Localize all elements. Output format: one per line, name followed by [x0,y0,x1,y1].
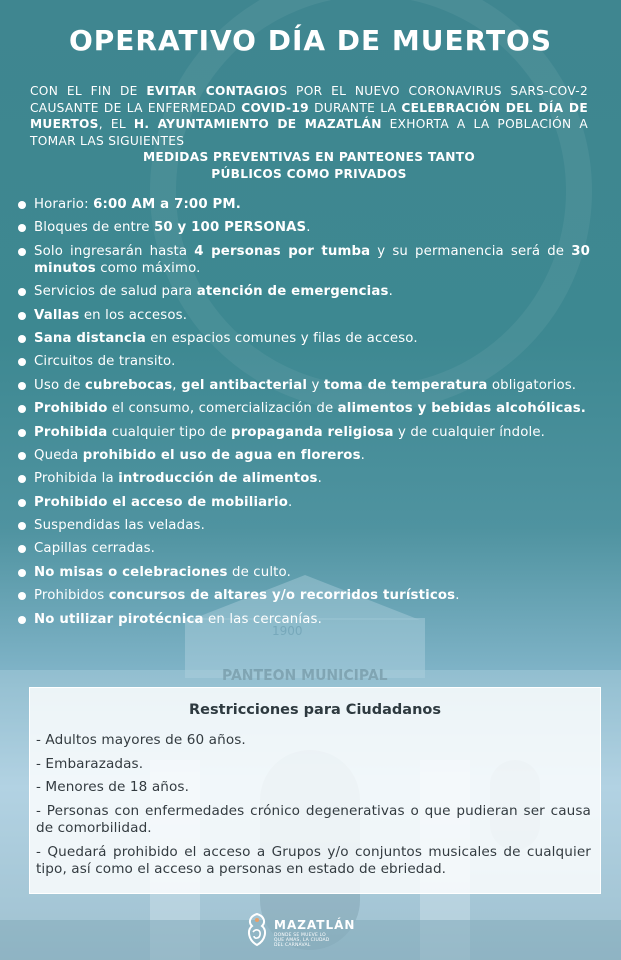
measure-item [18,330,590,347]
logo-name: MAZATLÁN [274,918,356,932]
measure-bold-text: gel antibacterial [181,377,308,393]
restrictions-list [36,732,591,885]
measure-bold-text: atención de emergencias [196,284,389,300]
measure-text: de culto. [227,564,291,580]
intro-paragraph [30,83,588,182]
measure-text: cualquier tipo de [107,424,232,440]
measure-bold-text: No utilizar pirotécnica [34,611,204,627]
bullet-icon [18,312,26,320]
measure-item [18,517,590,534]
measure-text: . [306,220,311,236]
mazatlan-logo-icon [244,912,270,948]
measure-bold-text: No misas o celebraciones [34,564,228,580]
bullet-icon [18,405,26,413]
measure-bold-text: Prohibido el acceso de mobiliario [34,494,288,510]
measure-text: en los accesos. [79,307,188,323]
measure-text: . [317,471,322,487]
measure-text: . [287,494,293,510]
intro-bold-4: H. AYUNTAMIENTO DE MAZATLÁN [133,117,382,131]
measure-item [18,540,590,557]
measure-text: , [172,377,182,393]
bullet-icon [18,335,26,343]
measure-item [18,587,590,604]
intro-text-5: EXHORTA A LA POBLACIÓN A TOMAR LAS SIGUIENTES [30,117,588,148]
restriction-item: - Menores de 18 años. [36,779,190,795]
bullet-icon [18,475,26,483]
measure-text: Bloques de entre [34,220,154,236]
page-title: OPERATIVO DÍA DE MUERTOS [68,24,553,57]
measure-text: y su permanencia será de [370,243,572,259]
bullet-icon [18,382,26,390]
measure-text: obligatorios. [487,377,577,393]
measure-text: . [455,588,460,604]
measure-text: Solo ingresarán hasta [34,243,195,259]
measure-item [18,377,590,394]
measure-text: Suspendidas las veladas. [34,518,205,534]
bullet-icon [18,288,26,296]
measure-text: . [360,447,366,463]
bullet-icon [18,201,26,209]
measure-bold-text: Prohibida [34,424,108,440]
intro-text-1: CON EL FIN DE [30,84,147,98]
measure-bold-text: 4 personas por tumba [194,243,371,259]
measure-item [18,307,590,324]
measure-text: Queda [34,447,83,463]
intro-bold-3: CELEBRACIÓN DEL DÍA DE MUERTOS [30,100,588,131]
measure-item [18,283,590,300]
measure-item [18,353,590,370]
measure-text: Circuitos de transito. [34,354,176,370]
measure-text: Servicios de salud para [34,284,197,300]
bullet-icon [18,545,26,553]
measure-text: y de cualquier índole. [393,424,546,440]
measure-text: Uso de [34,377,85,393]
measure-item [18,447,590,464]
measure-item [18,243,590,277]
bullet-icon [18,248,26,256]
bullet-icon [18,358,26,366]
measure-bold-text: introducción de alimentos [118,471,318,487]
logo-tagline: DONDE SE MUEVE LO QUE AMAS, LA CIUDAD DEL CARNAVAL [274,933,330,948]
bullet-icon [18,569,26,577]
measure-item [18,564,590,581]
intro-bold-5: MEDIDAS PREVENTIVAS EN PANTEONES TANTO [142,150,475,164]
measure-bold-text: 6:00 AM a 7:00 PM. [93,197,241,212]
intro-bold-1: EVITAR CONTAGIO [146,84,280,98]
measure-bold-text: cubrebocas [84,377,173,393]
restriction-item: - Quedará prohibido el acceso a Grupos y/o conjuntos musicales de cualquier tipo, así como el acceso a personas en estado de ebriedad. [36,843,591,877]
intro-text-3: DURANTE LA [308,100,402,115]
measure-item [18,494,590,511]
bullet-icon [18,499,26,507]
measure-bold-text: 30 minutos [34,243,590,276]
measure-text: en las cercanías. [203,611,322,627]
measure-bold-text: 50 y 100 PERSONAS [153,220,307,236]
measure-text: Horario: [34,197,94,212]
measure-item [18,470,590,487]
restrictions-panel [29,687,601,894]
intro-text-2: S POR EL NUEVO CORONAVIRUS SARS-COV-2 CAUSANTE DE LA ENFERMEDAD [30,84,588,115]
bullet-icon [18,429,26,437]
intro-text-4: , EL [98,117,134,131]
bullet-icon [18,224,26,232]
measure-bold-text: alimentos y bebidas alcohólicas. [337,401,586,417]
restriction-item: - Adultos mayores de 60 años. [36,732,246,748]
measure-bold-text: prohibido el uso de agua en floreros [82,447,361,463]
measure-item [18,400,590,417]
measure-text: y [307,377,324,393]
restriction-item: - Personas con enfermedades crónico degenerativas o que pudieran ser causa de comorbilidad. [36,802,591,836]
measure-text: el consumo, comercialización de [107,401,338,417]
measure-bold-text: Sana distancia [34,330,146,346]
bullet-icon [18,616,26,624]
measure-text: como máximo. [95,260,201,276]
measure-item [18,219,590,236]
measure-text: en espacios comunes y filas de acceso. [145,330,418,346]
bullet-icon [18,592,26,600]
measure-text: Capillas cerradas. [34,541,156,557]
intro-bold-2: COVID-19 [241,100,309,115]
measure-bold-text: concursos de altares y/o recorridos turísticos [108,588,456,604]
measure-text: Prohibida la [34,471,119,487]
bullet-icon [18,522,26,530]
measure-item [18,611,590,628]
measure-bold-text: Prohibido [34,401,108,417]
bullet-icon [18,452,26,460]
measures-list [18,196,590,634]
intro-bold-6: PÚBLICOS COMO PRIVADOS [211,166,407,181]
measure-bold-text: propaganda religiosa [231,424,394,440]
mazatlan-logo [244,912,374,948]
measure-text: Prohibidos [34,588,109,604]
background-sign: PANTEON MUNICIPAL [222,668,388,684]
measure-item [18,424,590,441]
measure-bold-text: Vallas [34,307,80,323]
restrictions-title: Restricciones para Ciudadanos [189,702,441,718]
measure-bold-text: toma de temperatura [323,377,488,393]
measure-item [18,196,590,213]
restriction-item: - Embarazadas. [36,755,144,772]
measure-text: . [388,284,393,300]
background-sign-year: 1900 [272,624,303,638]
